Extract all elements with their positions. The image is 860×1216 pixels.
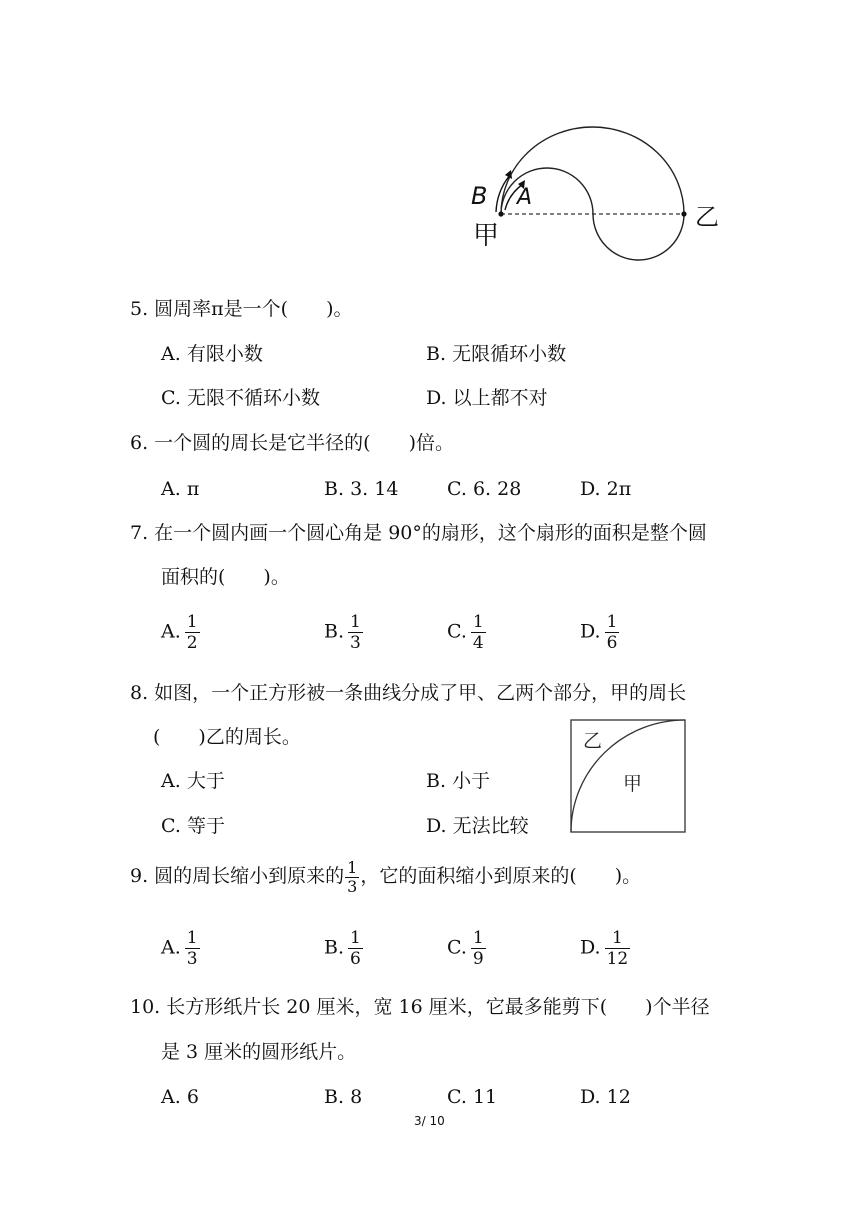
question-10-stem-line1: 10. 长方形纸片长 20 厘米，宽 16 厘米，它最多能剪下( )个半径 xyxy=(130,996,710,1018)
q10-option-d: D. 12 xyxy=(580,1086,631,1108)
question-8-stem-line2: ( )乙的周长。 xyxy=(153,726,301,748)
fraction: $\frac{1}{3}$ xyxy=(350,612,361,653)
point-yi xyxy=(681,211,686,216)
q9-option-a: A. $\frac{1}{3}$ xyxy=(161,928,198,969)
q7-option-a: A. $\frac{1}{2}$ xyxy=(161,612,198,653)
fraction: $\frac{1}{9}$ xyxy=(472,928,484,969)
question-8-stem-line1: 8. 如图，一个正方形被一条曲线分成了甲、乙两个部分，甲的周长 xyxy=(130,682,687,704)
q5-option-b: B. 无限循环小数 xyxy=(426,343,567,365)
q9-option-b: B. $\frac{1}{6}$ xyxy=(324,928,361,969)
q5-option-a: A. 有限小数 xyxy=(161,343,263,365)
q7-option-d: D. $\frac{1}{6}$ xyxy=(580,612,618,653)
fraction: $\frac{1}{4}$ xyxy=(472,612,484,653)
q8-option-a: A. 大于 xyxy=(161,770,225,792)
fraction: $\frac{1}{3}$ xyxy=(186,928,198,969)
q5-option-d: D. 以上都不对 xyxy=(426,387,548,409)
q6-option-b: B. 3. 14 xyxy=(324,478,399,500)
q7-option-c: C. $\frac{1}{4}$ xyxy=(447,612,484,653)
question-10-stem-line2: 是 3 厘米的圆形纸片。 xyxy=(161,1041,357,1063)
square-label-jia: 甲 xyxy=(623,773,643,795)
question-5-stem: 5. 圆周率π是一个( )。 xyxy=(130,298,353,320)
page-number: 3/ 10 xyxy=(414,1114,445,1128)
q6-option-a: A. π xyxy=(161,478,200,500)
label-b: B xyxy=(471,182,488,210)
fraction: $\frac{1}{12}$ xyxy=(606,928,629,969)
square-label-yi: 乙 xyxy=(583,730,603,752)
q6-option-c: C. 6. 28 xyxy=(447,478,522,500)
q8-option-c: C. 等于 xyxy=(161,815,225,837)
q10-option-b: B. 8 xyxy=(324,1086,363,1108)
label-jia: 甲 xyxy=(473,221,500,251)
q8-option-b: B. 小于 xyxy=(426,770,491,792)
question-7-stem-line2: 面积的( )。 xyxy=(161,566,290,588)
stem-fraction: $\frac{1}{3}$ xyxy=(347,857,358,896)
path-figure xyxy=(465,118,735,268)
q10-option-c: C. 11 xyxy=(447,1086,498,1108)
question-6-stem: 6. 一个圆的周长是它半径的( )倍。 xyxy=(130,432,454,454)
fraction: $\frac{1}{6}$ xyxy=(606,612,618,653)
q10-option-a: A. 6 xyxy=(161,1086,199,1108)
question-9-stem: 9. 圆的周长缩小到原来的 $\frac{1}{3}$ ，它的面积缩小到原来的( )。 xyxy=(130,857,642,896)
label-a: A xyxy=(517,185,533,210)
q7-option-b: B. $\frac{1}{3}$ xyxy=(324,612,361,653)
q6-option-d: D. 2π xyxy=(580,478,632,500)
q8-option-d: D. 无法比较 xyxy=(426,815,529,837)
q9-option-d: D. $\frac{1}{12}$ xyxy=(580,928,629,969)
square-quarter-arc-figure xyxy=(569,718,689,836)
q9-option-c: C. $\frac{1}{9}$ xyxy=(447,928,484,969)
label-yi: 乙 xyxy=(695,203,719,231)
point-jia xyxy=(498,211,503,216)
question-7-stem-line1: 7. 在一个圆内画一个圆心角是 90°的扇形，这个扇形的面积是整个圆 xyxy=(130,522,707,544)
fraction: $\frac{1}{6}$ xyxy=(350,928,361,969)
fraction: $\frac{1}{2}$ xyxy=(186,612,198,653)
q5-option-c: C. 无限不循环小数 xyxy=(161,387,320,409)
